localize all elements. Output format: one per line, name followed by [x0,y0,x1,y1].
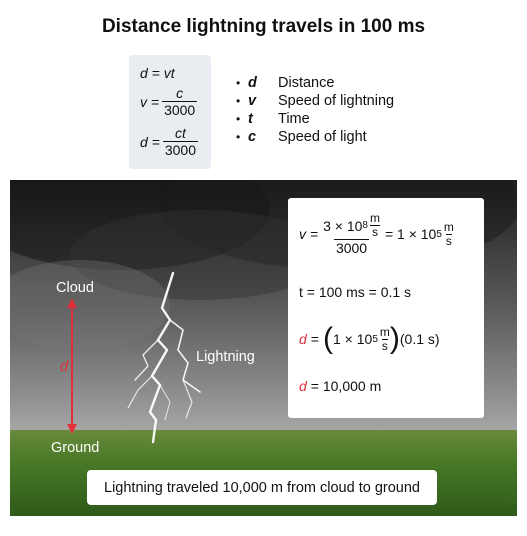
legend-symbol: t [248,111,253,127]
legend-desc: Distance [278,75,335,91]
calc-v-eq-unit [444,221,454,248]
calc-d-symbol: d [299,331,307,347]
legend-item-c [236,128,394,146]
calc-v-numerator [321,212,382,239]
formula-v-lhs: v = [140,93,160,110]
calc-t-text: t = 100 ms = 0.1 s [299,284,412,300]
formula-d-den: 3000 [164,142,197,158]
ground-label: Ground [51,440,100,456]
calc-v-fraction [321,212,382,256]
formula-d-vt [140,65,175,81]
unit-s: s [381,338,388,353]
calc-d2-symbol: d [299,378,307,394]
calc-d2-value: = 10,000 m [310,378,382,394]
formula-d-vt-text: d = vt [140,65,175,81]
legend-item-d [236,74,394,92]
legend-symbol: v [248,93,257,109]
unit-m: m [369,211,380,225]
lightning-bolt-icon [128,273,200,442]
formula-d-ct [140,125,198,158]
calc-d-a: 1 × 10 [332,331,373,347]
calc-d-b: (0.1 s) [399,331,440,347]
paren-open: ( [322,322,333,355]
lightning-label: Lightning [196,349,255,365]
bullet-icon: • [236,112,241,126]
formula-d-fraction [163,125,198,158]
legend-desc: Speed of light [278,129,367,145]
calc-v-lhs: v = [299,226,319,242]
cloud-label: Cloud [56,280,94,296]
page-title: Distance lightning travels in 100 ms [101,16,426,37]
unit-s: s [445,233,452,248]
legend-symbol: d [248,75,257,91]
calc-d-a-exp: 5 [372,333,378,345]
caption-text: Lightning traveled 10,000 m from cloud to ground [104,479,420,496]
calc-v-num-a: 3 × 10 [323,217,363,234]
variable-legend [236,74,394,146]
legend-item-t [236,110,394,128]
calc-v-den: 3000 [335,240,368,256]
unit-m: m [443,219,454,234]
calc-v-line [299,212,454,256]
unit-s: s [371,225,378,239]
calc-d-line [299,324,440,354]
calc-v-eq-exp: 5 [436,228,442,240]
legend-desc: Speed of lightning [278,93,395,109]
calc-t-line [299,284,411,300]
calc-v-num-exp: 8 [362,220,368,231]
formula-v-den: 3000 [164,102,196,118]
bullet-icon: • [236,94,241,108]
legend-symbol: c [248,129,257,145]
legend-item-v [236,92,394,110]
calc-v-eq: = 1 × 10 [384,226,437,242]
calc-d-result-line [299,378,381,394]
formula-v-fraction [162,85,197,118]
formula-v [140,85,197,118]
legend-desc: Time [278,111,310,127]
calculation-box [288,198,484,418]
bullet-icon: • [236,76,241,90]
unit-m: m [379,324,390,339]
calc-d-eq: = [310,331,319,347]
calc-v-unit [370,212,380,239]
caption-box [87,470,437,505]
formula-v-num: c [176,85,184,101]
bullet-icon: • [236,130,241,144]
paren-close: ) [389,322,400,355]
formula-d-lhs: d = [140,133,160,150]
distance-arrow [67,298,77,434]
formula-d-num: ct [174,125,186,141]
calc-d-unit [380,326,390,353]
formula-box [129,55,211,169]
distance-label: d [60,359,69,375]
